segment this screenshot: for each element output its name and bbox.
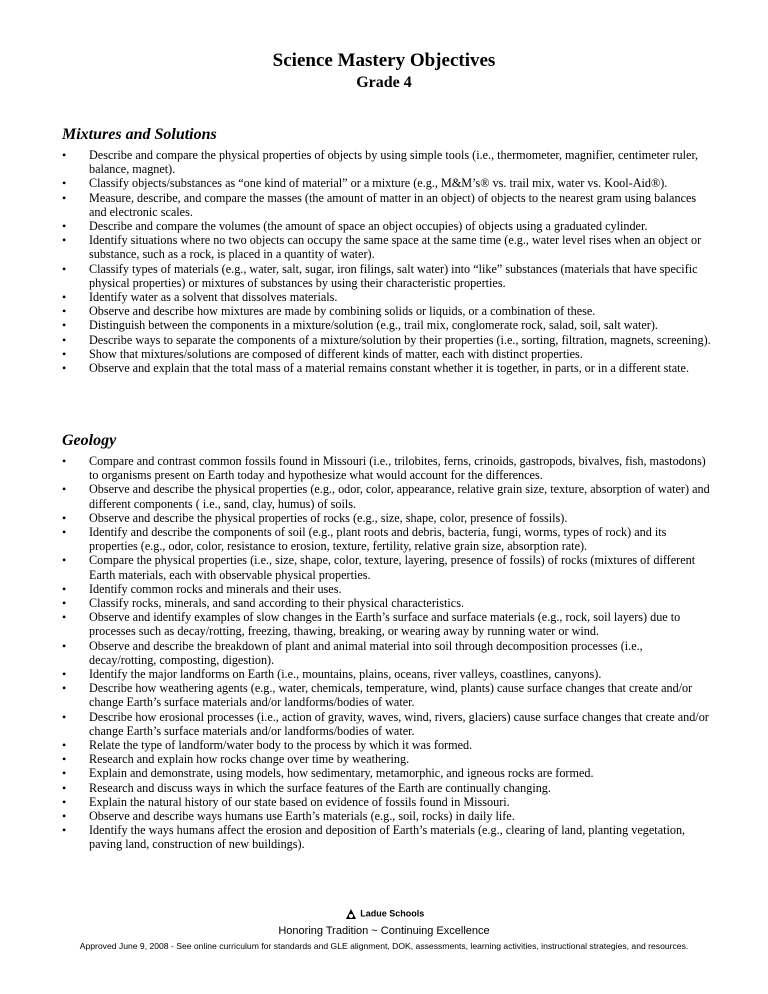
objective-item: • Classify types of materials (e.g., water, salt, sugar, iron filings, salt water) into “like” substances (materials that have specific physical properties) or mixtures of substances by using their characteristic properties.	[62, 262, 712, 290]
objective-item: • Identify water as a solvent that dissolves materials.	[62, 290, 712, 304]
objective-item: • Observe and describe the breakdown of plant and animal material into soil through decomposition processes (i.e., decay/rotting, composting, digestion).	[62, 639, 712, 667]
objective-item: • Describe how weathering agents (e.g., water, chemicals, temperature, wind, plants) cause surface changes that create and/or change Earth’s surface materials and/or landforms/bodies of water.	[62, 681, 712, 709]
objective-list-mixtures	[62, 148, 712, 375]
footer-approval-note: Approved June 9, 2008 - See online curriculum for standards and GLE alignment, DOK, assessments, learning activities, instructional strategies, and resources.	[79, 941, 689, 951]
section-heading-geology: Geology	[62, 432, 117, 449]
school-logo-text: Ladue Schools	[360, 908, 425, 919]
objective-item: • Observe and describe the physical properties of rocks (e.g., size, shape, color, presence of fossils).	[62, 511, 712, 525]
objective-item: • Observe and describe ways humans use Earth’s materials (e.g., soil, rocks) in daily life.	[62, 809, 712, 823]
objective-list-geology	[62, 454, 712, 852]
objective-item: • Distinguish between the components in a mixture/solution (e.g., trail mix, conglomerate rock, salad, soil, salt water).	[62, 318, 712, 332]
objective-item: • Identify and describe the components of soil (e.g., plant roots and debris, bacteria, fungi, worms, types of rock) and its properties (e.g., odor, color, resistance to erosion, texture, fertility, relative grain size, absorption rate).	[62, 525, 712, 553]
objective-item: • Observe and explain that the total mass of a material remains constant whether it is together, in parts, or in a different state.	[62, 361, 712, 375]
objective-item: • Compare and contrast common fossils found in Missouri (i.e., trilobites, ferns, crinoids, gastropods, bivalves, fish, mastodons) to organisms present on Earth today and hypothesize what would account for the differences.	[62, 454, 712, 482]
objective-item: • Identify the major landforms on Earth (i.e., mountains, plains, oceans, river valleys, coastlines, canyons).	[62, 667, 712, 681]
objective-item: • Research and discuss ways in which the surface features of the Earth are continually changing.	[62, 781, 712, 795]
objective-item: • Identify common rocks and minerals and their uses.	[62, 582, 712, 596]
objective-item: • Identify situations where no two objects can occupy the same space at the same time (e.g., water level rises when an object or substance, such as a rock, is placed in a quantity of water).	[62, 233, 712, 261]
footer-tagline: Honoring Tradition ~ Continuing Excellence	[278, 925, 490, 937]
objective-item: • Explain and demonstrate, using models, how sedimentary, metamorphic, and igneous rocks are formed.	[62, 766, 712, 780]
section-heading-mixtures: Mixtures and Solutions	[62, 126, 217, 143]
objective-item: • Observe and describe the physical properties (e.g., odor, color, appearance, relative grain size, texture, absorption of water) and different components ( i.e., sand, clay, humus) of soils.	[62, 482, 712, 510]
school-logo	[0, 908, 768, 920]
objective-item: • Classify rocks, minerals, and sand according to their physical characteristics.	[62, 596, 712, 610]
objective-item: • Observe and describe how mixtures are made by combining solids or liquids, or a combination of these.	[62, 304, 712, 318]
objective-item: • Identify the ways humans affect the erosion and deposition of Earth’s materials (e.g., clearing of land, planting vegetation, paving land, construction of new buildings).	[62, 823, 712, 851]
page-title: Science Mastery Objectives	[272, 50, 496, 71]
objective-item: • Compare the physical properties (i.e., size, shape, color, texture, layering, presence of fossils) of rocks (mixtures of different Earth materials, each with observable physical properties.	[62, 553, 712, 581]
school-crest-icon	[344, 908, 358, 920]
objective-item: • Describe and compare the physical properties of objects by using simple tools (i.e., thermometer, magnifier, centimeter ruler, balance, magnet).	[62, 148, 712, 176]
objective-item: • Research and explain how rocks change over time by weathering.	[62, 752, 712, 766]
objective-item: • Classify objects/substances as “one kind of material” or a mixture (e.g., M&M’s® vs. trail mix, water vs. Kool-Aid®).	[62, 176, 712, 190]
objective-item: • Observe and identify examples of slow changes in the Earth’s surface and surface materials (e.g., rock, soil layers) due to processes such as decay/rotting, freezing, thawing, breaking, or wearing away by running water or wind.	[62, 610, 712, 638]
objective-item: • Describe and compare the volumes (the amount of space an object occupies) of objects using a graduated cylinder.	[62, 219, 712, 233]
objective-item: • Measure, describe, and compare the masses (the amount of matter in an object) of objects to the nearest gram using balances and electronic scales.	[62, 191, 712, 219]
objective-item: • Describe ways to separate the components of a mixture/solution by their properties (i.e., sorting, filtration, magnets, screening).	[62, 333, 712, 347]
objective-item: • Describe how erosional processes (i.e., action of gravity, waves, wind, rivers, glaciers) cause surface changes that create and/or change Earth’s surface materials and/or landforms/bodies of water.	[62, 710, 712, 738]
objective-item: • Show that mixtures/solutions are composed of different kinds of matter, each with distinct properties.	[62, 347, 712, 361]
objective-item: • Explain the natural history of our state based on evidence of fossils found in Missouri.	[62, 795, 712, 809]
objective-item: • Relate the type of landform/water body to the process by which it was formed.	[62, 738, 712, 752]
page-subtitle: Grade 4	[356, 74, 412, 91]
